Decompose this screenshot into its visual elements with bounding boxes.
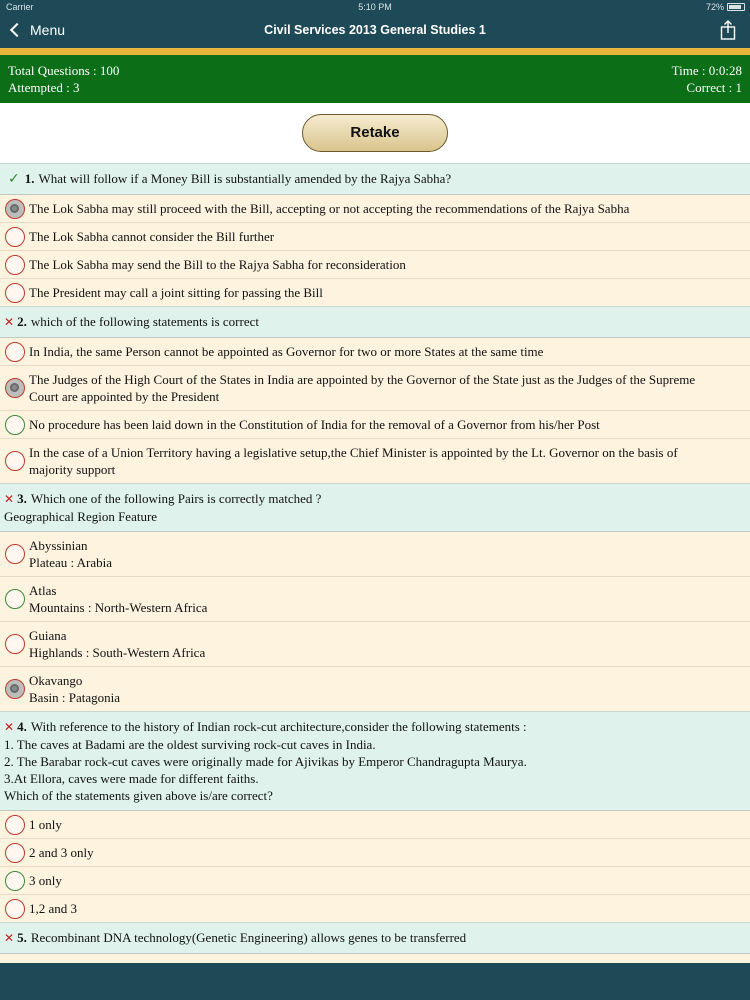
question-text: 3.At Ellora, caves were made for different faiths. xyxy=(4,771,259,786)
retake-button[interactable]: Retake xyxy=(302,114,448,152)
answer-option[interactable] xyxy=(0,867,750,895)
answer-option[interactable] xyxy=(0,195,750,223)
option-text: Highlands : South-Western Africa xyxy=(29,645,206,660)
option-text: Okavango xyxy=(29,673,83,688)
answer-option[interactable] xyxy=(0,895,750,922)
answer-option[interactable] xyxy=(0,223,750,251)
option-text: The Lok Sabha cannot consider the Bill further xyxy=(29,229,275,244)
option-text: Basin : Patagonia xyxy=(29,690,120,705)
page-title: Civil Services 2013 General Studies 1 xyxy=(264,23,486,37)
answer-option[interactable] xyxy=(0,577,750,622)
option-text: 3 only xyxy=(29,873,62,888)
radio-selected-icon[interactable] xyxy=(5,199,25,219)
check-icon: ✓ xyxy=(8,171,20,187)
option-list xyxy=(0,195,750,306)
answer-option[interactable] xyxy=(0,338,750,366)
question-header xyxy=(0,483,750,532)
option-list xyxy=(0,338,750,483)
answer-option[interactable] xyxy=(0,811,750,839)
answer-option[interactable] xyxy=(0,279,750,306)
question-text: With reference to the history of Indian rock-cut architecture,consider the following statements : xyxy=(30,719,527,734)
bottom-bar xyxy=(0,963,750,1000)
radio-icon[interactable] xyxy=(5,451,25,471)
option-text: Abyssinian xyxy=(29,538,88,553)
question-text: Geographical Region Feature xyxy=(4,509,158,524)
share-icon[interactable] xyxy=(720,20,736,40)
total-questions: Total Questions : 100 xyxy=(8,63,120,78)
radio-icon[interactable] xyxy=(5,544,25,564)
cross-icon: ✕ xyxy=(4,720,15,734)
accent-divider xyxy=(0,48,750,55)
question-text: 1. The caves at Badami are the oldest surviving rock-cut caves in India. xyxy=(4,737,376,752)
answer-option[interactable] xyxy=(0,839,750,867)
option-text: No procedure has been laid down in the Constitution of India for the removal of a Governor from his/her Post xyxy=(29,417,600,432)
question-number: 5. xyxy=(17,930,27,945)
option-text: Atlas xyxy=(29,583,57,598)
radio-correct-icon[interactable] xyxy=(5,589,25,609)
option-text: Mountains : North-Western Africa xyxy=(29,600,208,615)
elapsed-time: Time : 0:0:28 xyxy=(671,63,742,78)
question-header xyxy=(0,306,750,338)
question-header xyxy=(0,163,750,195)
radio-icon[interactable] xyxy=(5,255,25,275)
radio-icon[interactable] xyxy=(5,227,25,247)
radio-icon[interactable] xyxy=(5,342,25,362)
radio-icon[interactable] xyxy=(5,815,25,835)
cross-icon: ✕ xyxy=(4,315,15,329)
status-time: 5:10 PM xyxy=(358,2,392,12)
question-text: which of the following statements is correct xyxy=(30,314,259,329)
radio-icon[interactable] xyxy=(5,283,25,303)
retake-area xyxy=(0,103,750,163)
radio-icon[interactable] xyxy=(5,634,25,654)
option-text: 1,2 and 3 xyxy=(29,901,78,916)
question-text: Recombinant DNA technology(Genetic Engineering) allows genes to be transferred xyxy=(30,930,467,945)
answer-option[interactable] xyxy=(0,439,750,483)
option-text: 1 only xyxy=(29,817,62,832)
nav-bar xyxy=(0,14,750,48)
carrier-label: Carrier xyxy=(6,2,34,12)
option-text: In the case of a Union Territory having a legislative setup,the Chief Minister is appointed by the Lt. Governor on the basis of xyxy=(29,445,678,460)
battery-percent: 72% xyxy=(705,2,724,12)
status-bar xyxy=(0,0,750,14)
option-text: majority support xyxy=(29,462,116,477)
question-text: What will follow if a Money Bill is substantially amended by the Rajya Sabha? xyxy=(38,171,452,186)
radio-correct-icon[interactable] xyxy=(5,871,25,891)
cross-icon: ✕ xyxy=(4,492,15,506)
option-text: Plateau : Arabia xyxy=(29,555,113,570)
option-text: The President may call a joint sitting for passing the Bill xyxy=(29,285,323,300)
option-text: Court are appointed by the President xyxy=(29,389,220,404)
option-list xyxy=(0,532,750,711)
back-label: Menu xyxy=(30,22,66,38)
question-number: 2. xyxy=(17,314,27,329)
radio-selected-icon[interactable] xyxy=(5,378,25,398)
question-text: 2. The Barabar rock-cut caves were originally made for Ajivikas by Emperor Chandragupta Maurya. xyxy=(4,754,527,769)
question-number: 4. xyxy=(17,719,27,734)
option-text: The Lok Sabha may send the Bill to the Rajya Sabha for reconsideration xyxy=(29,257,406,272)
radio-selected-icon[interactable] xyxy=(5,679,25,699)
question-text: Which of the statements given above is/are correct? xyxy=(4,788,273,803)
radio-correct-icon[interactable] xyxy=(5,415,25,435)
score-summary xyxy=(0,55,750,103)
answer-option[interactable] xyxy=(0,411,750,439)
radio-icon[interactable] xyxy=(5,843,25,863)
question-header xyxy=(0,922,750,954)
answer-option[interactable] xyxy=(0,251,750,279)
question-header xyxy=(0,711,750,811)
option-text: 2 and 3 only xyxy=(29,845,94,860)
answer-option[interactable] xyxy=(0,532,750,577)
attempted-count: Attempted : 3 xyxy=(8,80,80,95)
cross-icon: ✕ xyxy=(4,931,15,945)
question-number: 3. xyxy=(17,491,27,506)
option-text: Guiana xyxy=(29,628,67,643)
answer-option[interactable] xyxy=(0,366,750,411)
radio-icon[interactable] xyxy=(5,899,25,919)
option-text: In India, the same Person cannot be appointed as Governor for two or more States at the same time xyxy=(29,344,544,359)
question-list[interactable] xyxy=(0,103,750,963)
option-text: The Lok Sabha may still proceed with the Bill, accepting or not accepting the recommendations of the Rajya Sabha xyxy=(29,201,630,216)
answer-option[interactable] xyxy=(0,622,750,667)
question-number: 1. xyxy=(24,171,35,186)
answer-option[interactable] xyxy=(0,667,750,711)
correct-count: Correct : 1 xyxy=(686,80,742,95)
question-text: Which one of the following Pairs is correctly matched ? xyxy=(30,491,322,506)
option-list xyxy=(0,811,750,922)
battery-icon xyxy=(727,3,745,11)
option-text: The Judges of the High Court of the States in India are appointed by the Governor of the State just as the Judges of the Supreme xyxy=(29,372,696,387)
